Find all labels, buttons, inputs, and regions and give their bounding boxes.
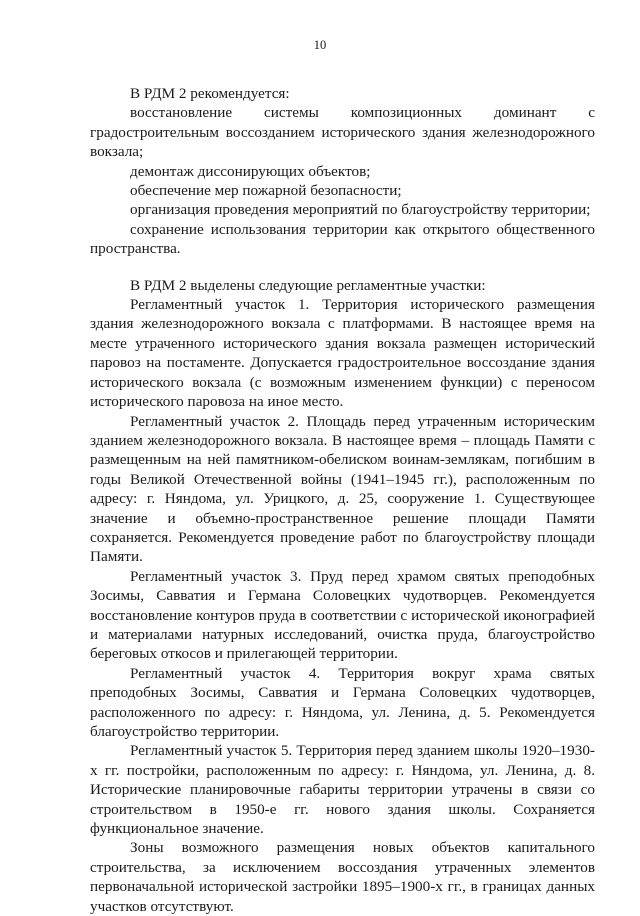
document-body <box>90 84 595 916</box>
sections-intro: В РДМ 2 выделены следующие регламентные участки: <box>130 276 486 294</box>
regulatory-section-paragraph: Регламентный участок 3. Пруд перед храмом святых преподобных Зосимы, Савватия и Германа Соловецких чудотворцев. Рекомендуется восстановление контуров пруда в соответствии с исторической иконографией и материалами натурных исследований, очистка пруда, благоустройство береговых откосов и прилегающей территории. <box>90 567 595 663</box>
paragraph-gap <box>90 259 595 276</box>
recommendation-item: обеспечение мер пожарной безопасности; <box>130 182 402 200</box>
recommendation-item: сохранение использования территории как открытого общественного пространства. <box>90 220 595 258</box>
regulatory-section-paragraph: Регламентный участок 5. Территория перед зданием школы 1920–1930-х гг. постройки, расположенным по адресу: г. Няндома, ул. Ленина, д. 8. Исторические планировочные габариты территории утрачены в связи со строительством в 1950-е гг. нового здания школы. Сохраняется функциональное значение. <box>90 742 595 838</box>
regulatory-section-paragraph: Регламентный участок 1. Территория исторического размещения здания железнодорожного вокзала с платформами. В настоящее время на месте утраченного исторического здания вокзала размещен исторический паровоз на постаменте. Допускается градостроительное воссоздание здания исторического вокзала (с возможным изменением функции) с переносом исторического паровоза на иное место. <box>90 296 595 411</box>
regulatory-section-paragraph: Регламентный участок 4. Территория вокруг храма святых преподобных Зосимы, Савватия и Германа Соловецких чудотворцев, расположенного по адресу: г. Няндома, ул. Ленина, д. 5. Рекомендуется благоустройство территории. <box>90 664 595 740</box>
new-construction-zones-paragraph: Зоны возможного размещения новых объектов капитального строительства, за исключением воссоздания утраченных элементов первоначальной исторической застройки 1895–1900-х гг., в границах данных участков отсутствуют. <box>90 839 595 915</box>
regulatory-section-paragraph: Регламентный участок 2. Площадь перед утраченным историческим зданием железнодорожного вокзала. В настоящее время – площадь Памяти с размещенным на ней памятником-обелиском воинам-землякам, погибшим в годы Великой Отечественной войны (1941–1945 гг.), расположенным по адресу: г. Няндома, ул. Урицкого, д. 25, сооружение 1. Существующее значение и объемно-пространственное решение площади Памяти сохраняется. Рекомендуется проведение работ по благоустройству площади Памяти. <box>90 412 595 566</box>
recommendation-item: демонтаж диссонирующих объектов; <box>130 162 371 180</box>
page-number: 10 <box>313 38 327 52</box>
recommendations-intro: В РДМ 2 рекомендуется: <box>130 85 290 102</box>
recommendation-item: организация проведения мероприятий по благоустройству территории; <box>130 201 591 219</box>
recommendation-item: восстановление системы композиционных доминант с градостроительным воссозданием исторического здания железнодорожного вокзала; <box>90 104 595 161</box>
